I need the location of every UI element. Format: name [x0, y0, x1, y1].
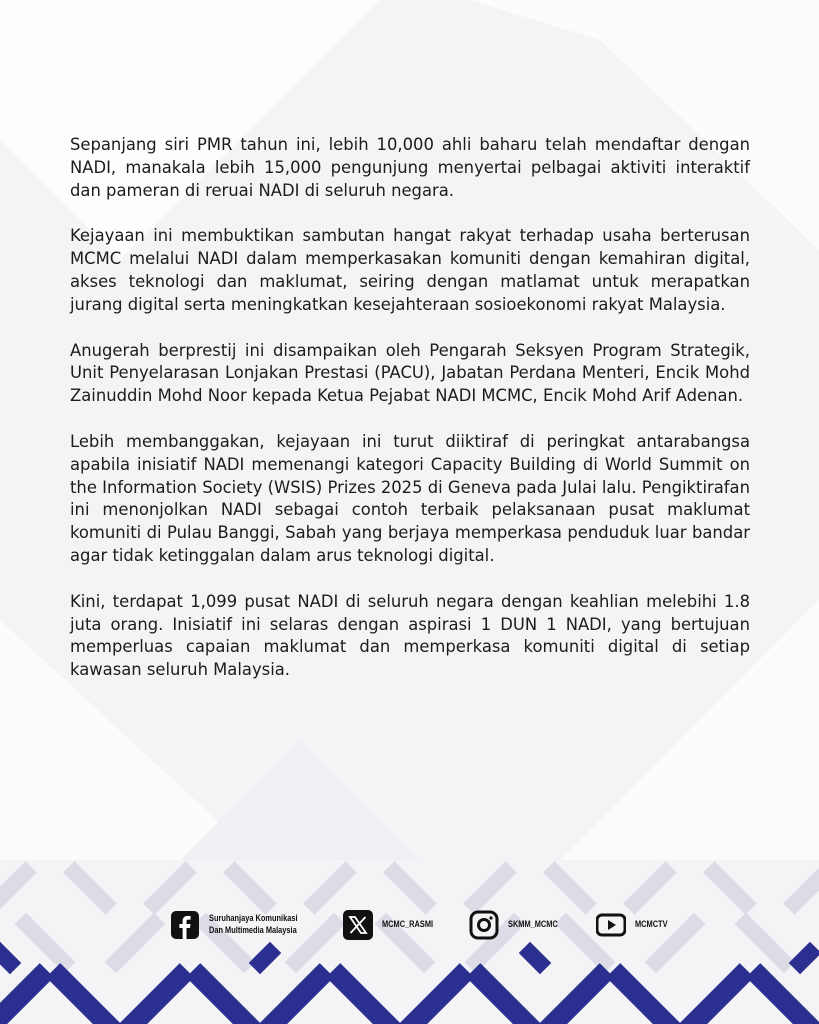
social-facebook[interactable] — [170, 908, 323, 942]
social-instagram[interactable] — [469, 908, 572, 942]
paragraph-4: Lebih membanggakan, kejayaan ini turut diiktiraf di peringkat antarabangsa apabila inisiatif NADI memenangi kategori Capacity Building di World Summit on the Information Society (WSIS) Prizes 2025 di Geneva pada Julai lalu. Pengiktirafan ini menonjolkan NADI sebagai contoh terbaik pelaksanaan pusat maklumat komuniti di Pulau Banggi, Sabah yang berjaya memperkasa penduduk luar bandar agar tidak ketinggalan dalam arus teknologi digital. — [70, 431, 750, 565]
youtube-icon[interactable] — [596, 910, 626, 940]
facebook-icon[interactable] — [170, 910, 200, 940]
paragraph-5: Kini, terdapat 1,099 pusat NADI di seluruh negara dengan keahlian melebihi 1.8 juta orang. Inisiatif ini selaras dengan aspirasi 1 DUN 1 NADI, yang bertujuan memperluas capaian maklumat dan memperkasa komuniti digital di setiap kawasan seluruh Malaysia. — [70, 591, 750, 680]
facebook-label-line1: Suruhanjaya Komunikasi — [209, 913, 298, 924]
youtube-label: MCMCTV — [635, 919, 668, 930]
paragraph-2: Kejayaan ini membuktikan sambutan hangat rakyat terhadap usaha berterusan MCMC melalui NADI dalam memperkasakan komuniti dengan kemahiran digital, akses teknologi dan maklumat, seiring dengan matlamat untuk merapatkan jurang digital serta meningkatkan kesejahteraan sosioekonomi rakyat Malaysia. — [70, 226, 750, 314]
paragraph-1: Sepanjang siri PMR tahun ini, lebih 10,000 ahli baharu telah mendaftar dengan NADI, manakala lebih 15,000 pengunjung menyertai pelbagai aktiviti interaktif dan pameran di reruai NADI di seluruh negara. — [70, 135, 750, 200]
article-body — [70, 134, 750, 705]
instagram-label: SKMM_MCMC — [508, 919, 558, 930]
facebook-label — [209, 913, 298, 937]
social-x[interactable] — [343, 908, 447, 942]
facebook-label-line2: Dan Multimedia Malaysia — [209, 925, 297, 936]
paragraph-3: Anugerah berprestij ini disampaikan oleh Pengarah Seksyen Program Strategik, Unit Penyelarasan Lonjakan Prestasi (PACU), Jabatan Perdana Menteri, Encik Mohd Zainuddin Mohd Noor kepada Ketua Pejabat NADI MCMC, Encik Mohd Arif Adenan. — [70, 340, 750, 406]
instagram-icon[interactable] — [469, 910, 499, 940]
x-label: MCMC_RASMI — [382, 919, 434, 930]
x-icon[interactable] — [343, 910, 373, 940]
social-youtube[interactable] — [596, 908, 677, 942]
